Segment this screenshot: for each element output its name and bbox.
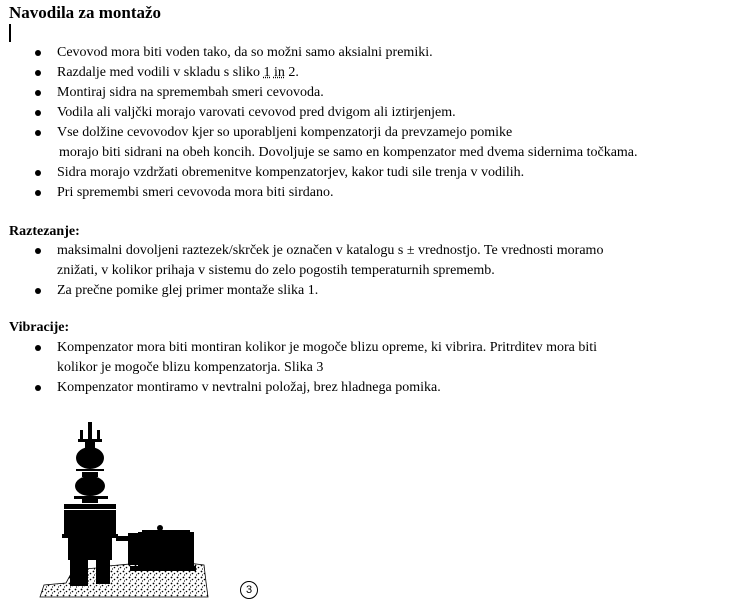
list-item-text: Montiraj sidra na spremembah smeri cevovoda. — [57, 85, 324, 100]
list-item — [34, 123, 734, 163]
list-item-text: Vodila ali valjčki morajo varovati cevovod pred dvigom ali iztirjenjem. — [57, 105, 456, 120]
text-cursor — [9, 24, 11, 42]
document-title: Navodila za montažo — [9, 3, 162, 22]
list-item-text: Vse dolžine cevovodov kjer so uporabljeni kompenzatorji da prevzamejo pomike — [57, 125, 513, 140]
list-item-text: Pri spremembi smeri cevovoda mora biti sirdano. — [57, 185, 334, 200]
list-item — [34, 103, 734, 123]
list-item-text: maksimalni dovoljeni raztezek/skrček je označen v katalogu s ± vrednostjo. Te vrednosti moramo — [57, 243, 604, 258]
motor-assembly — [116, 525, 196, 571]
expansion-list — [34, 241, 734, 301]
figure-reference-conjunction: in — [273, 65, 285, 80]
list-item — [34, 163, 734, 183]
list-item — [34, 183, 734, 203]
list-item — [34, 338, 734, 378]
list-item — [34, 241, 734, 281]
pump-installation-figure — [38, 420, 212, 600]
list-item-text: Cevovod mora biti voden tako, da so možni samo aksialni premiki. — [57, 45, 433, 60]
list-item-text: Sidra morajo vzdržati obremenitve kompenzatorjev, kakor tudi sile trenja v vodilih. — [57, 165, 525, 180]
list-item — [34, 63, 734, 83]
list-item-continuation: kolikor je mogoče blizu kompenzatorja. Slika 3 — [57, 360, 324, 375]
list-item — [34, 378, 734, 398]
list-item-text: Kompenzator mora biti montiran kolikor je mogoče blizu opreme, ki vibrira. Pritrditev mora biti — [57, 340, 598, 355]
figure-number-label: 3 — [240, 581, 258, 599]
list-item-text: Kompenzator montiramo v nevtralni položaj, brez hladnega pomika. — [57, 380, 441, 395]
list-item — [34, 281, 734, 301]
list-item — [34, 83, 734, 103]
list-item-text: Za prečne pomike glej primer montaže slika 1. — [57, 283, 319, 298]
vibration-list — [34, 338, 734, 398]
expansion-heading: Raztezanje: — [9, 224, 80, 239]
figure-reference-link-2[interactable]: 2. — [288, 65, 299, 80]
list-item — [34, 43, 734, 63]
list-item-continuation: znižati, v kolikor prihaja v sistemu do zelo pogostih temperaturnih sprememb. — [57, 263, 495, 278]
list-item-text: Razdalje med vodili v skladu s sliko — [57, 65, 260, 80]
vibration-heading: Vibracije: — [9, 320, 70, 335]
figure-reference-link[interactable]: 1 — [263, 65, 271, 80]
list-item-continuation: morajo biti sidrani na obeh koncih. Dovoljuje se samo en kompenzator med dvema sidernima točkama. — [59, 145, 638, 160]
valve-assembly — [74, 422, 108, 503]
installation-list — [34, 43, 734, 203]
